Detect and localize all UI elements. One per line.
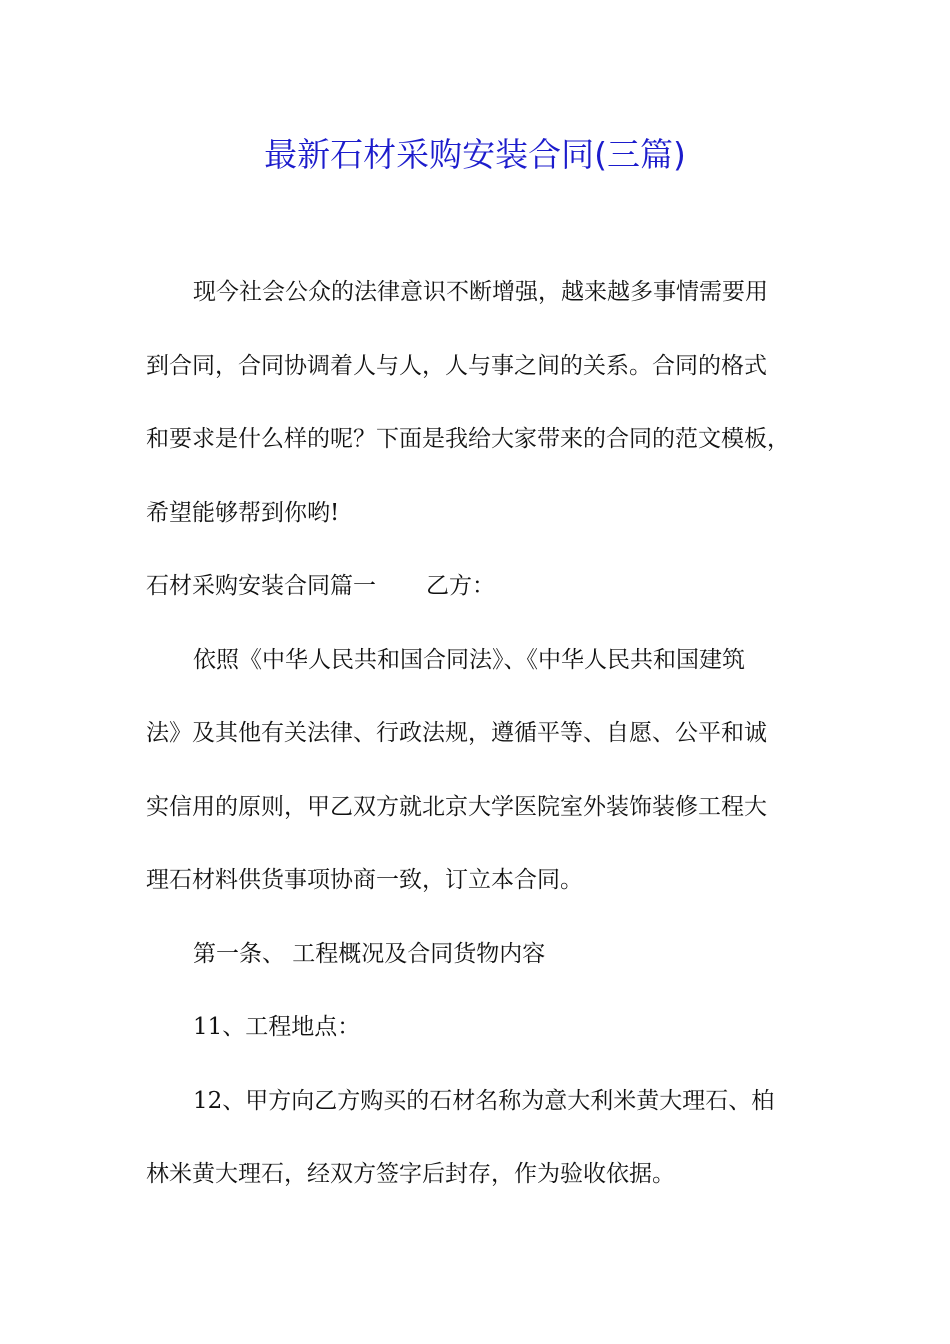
text-line: 依照《中华人民共和国合同法》、《中华人民共和国建筑 <box>193 646 745 673</box>
text-line: 希望能够帮到你哟! <box>146 499 340 526</box>
text-line: 林米黄大理石，经双方签字后封存，作为验收依据。 <box>146 1161 675 1187</box>
section-heading: 石材采购安装合同篇一 <box>146 573 376 599</box>
text-line: 法》及其他有关法律、行政法规，遵循平等、自愿、公平和诚 <box>146 720 767 746</box>
text-line: 第一条、 工程概况及合同货物内容 <box>193 940 546 967</box>
article-1-heading <box>146 918 806 992</box>
text-line: 现今社会公众的法律意识不断增强，越来越多事情需要用 <box>193 279 768 305</box>
basis-paragraph <box>146 624 806 918</box>
text-line: 实信用的原则，甲乙双方就北京大学医院室外装饰装修工程大 <box>146 793 767 820</box>
text-line: 11、工程地点： <box>193 1014 361 1040</box>
section-heading-line <box>146 550 806 624</box>
item-12 <box>146 1065 806 1212</box>
item-11 <box>146 991 806 1065</box>
intro-paragraph <box>146 256 806 550</box>
document-body <box>146 256 806 1212</box>
party-b-label: 乙方： <box>426 573 495 599</box>
text-line: 和要求是什么样的呢？下面是我给大家带来的合同的范文模板， <box>146 426 790 452</box>
text-line: 理石材料供货事项协商一致，订立本合同。 <box>146 867 583 893</box>
text-line: 12、甲方向乙方购买的石材名称为意大利米黄大理石、柏 <box>193 1087 775 1114</box>
document-title: 最新石材采购安装合同(三篇) <box>264 135 686 174</box>
section-heading-row <box>146 550 806 624</box>
text-line: 到合同，合同协调着人与人，人与事之间的关系。合同的格式 <box>146 352 767 379</box>
